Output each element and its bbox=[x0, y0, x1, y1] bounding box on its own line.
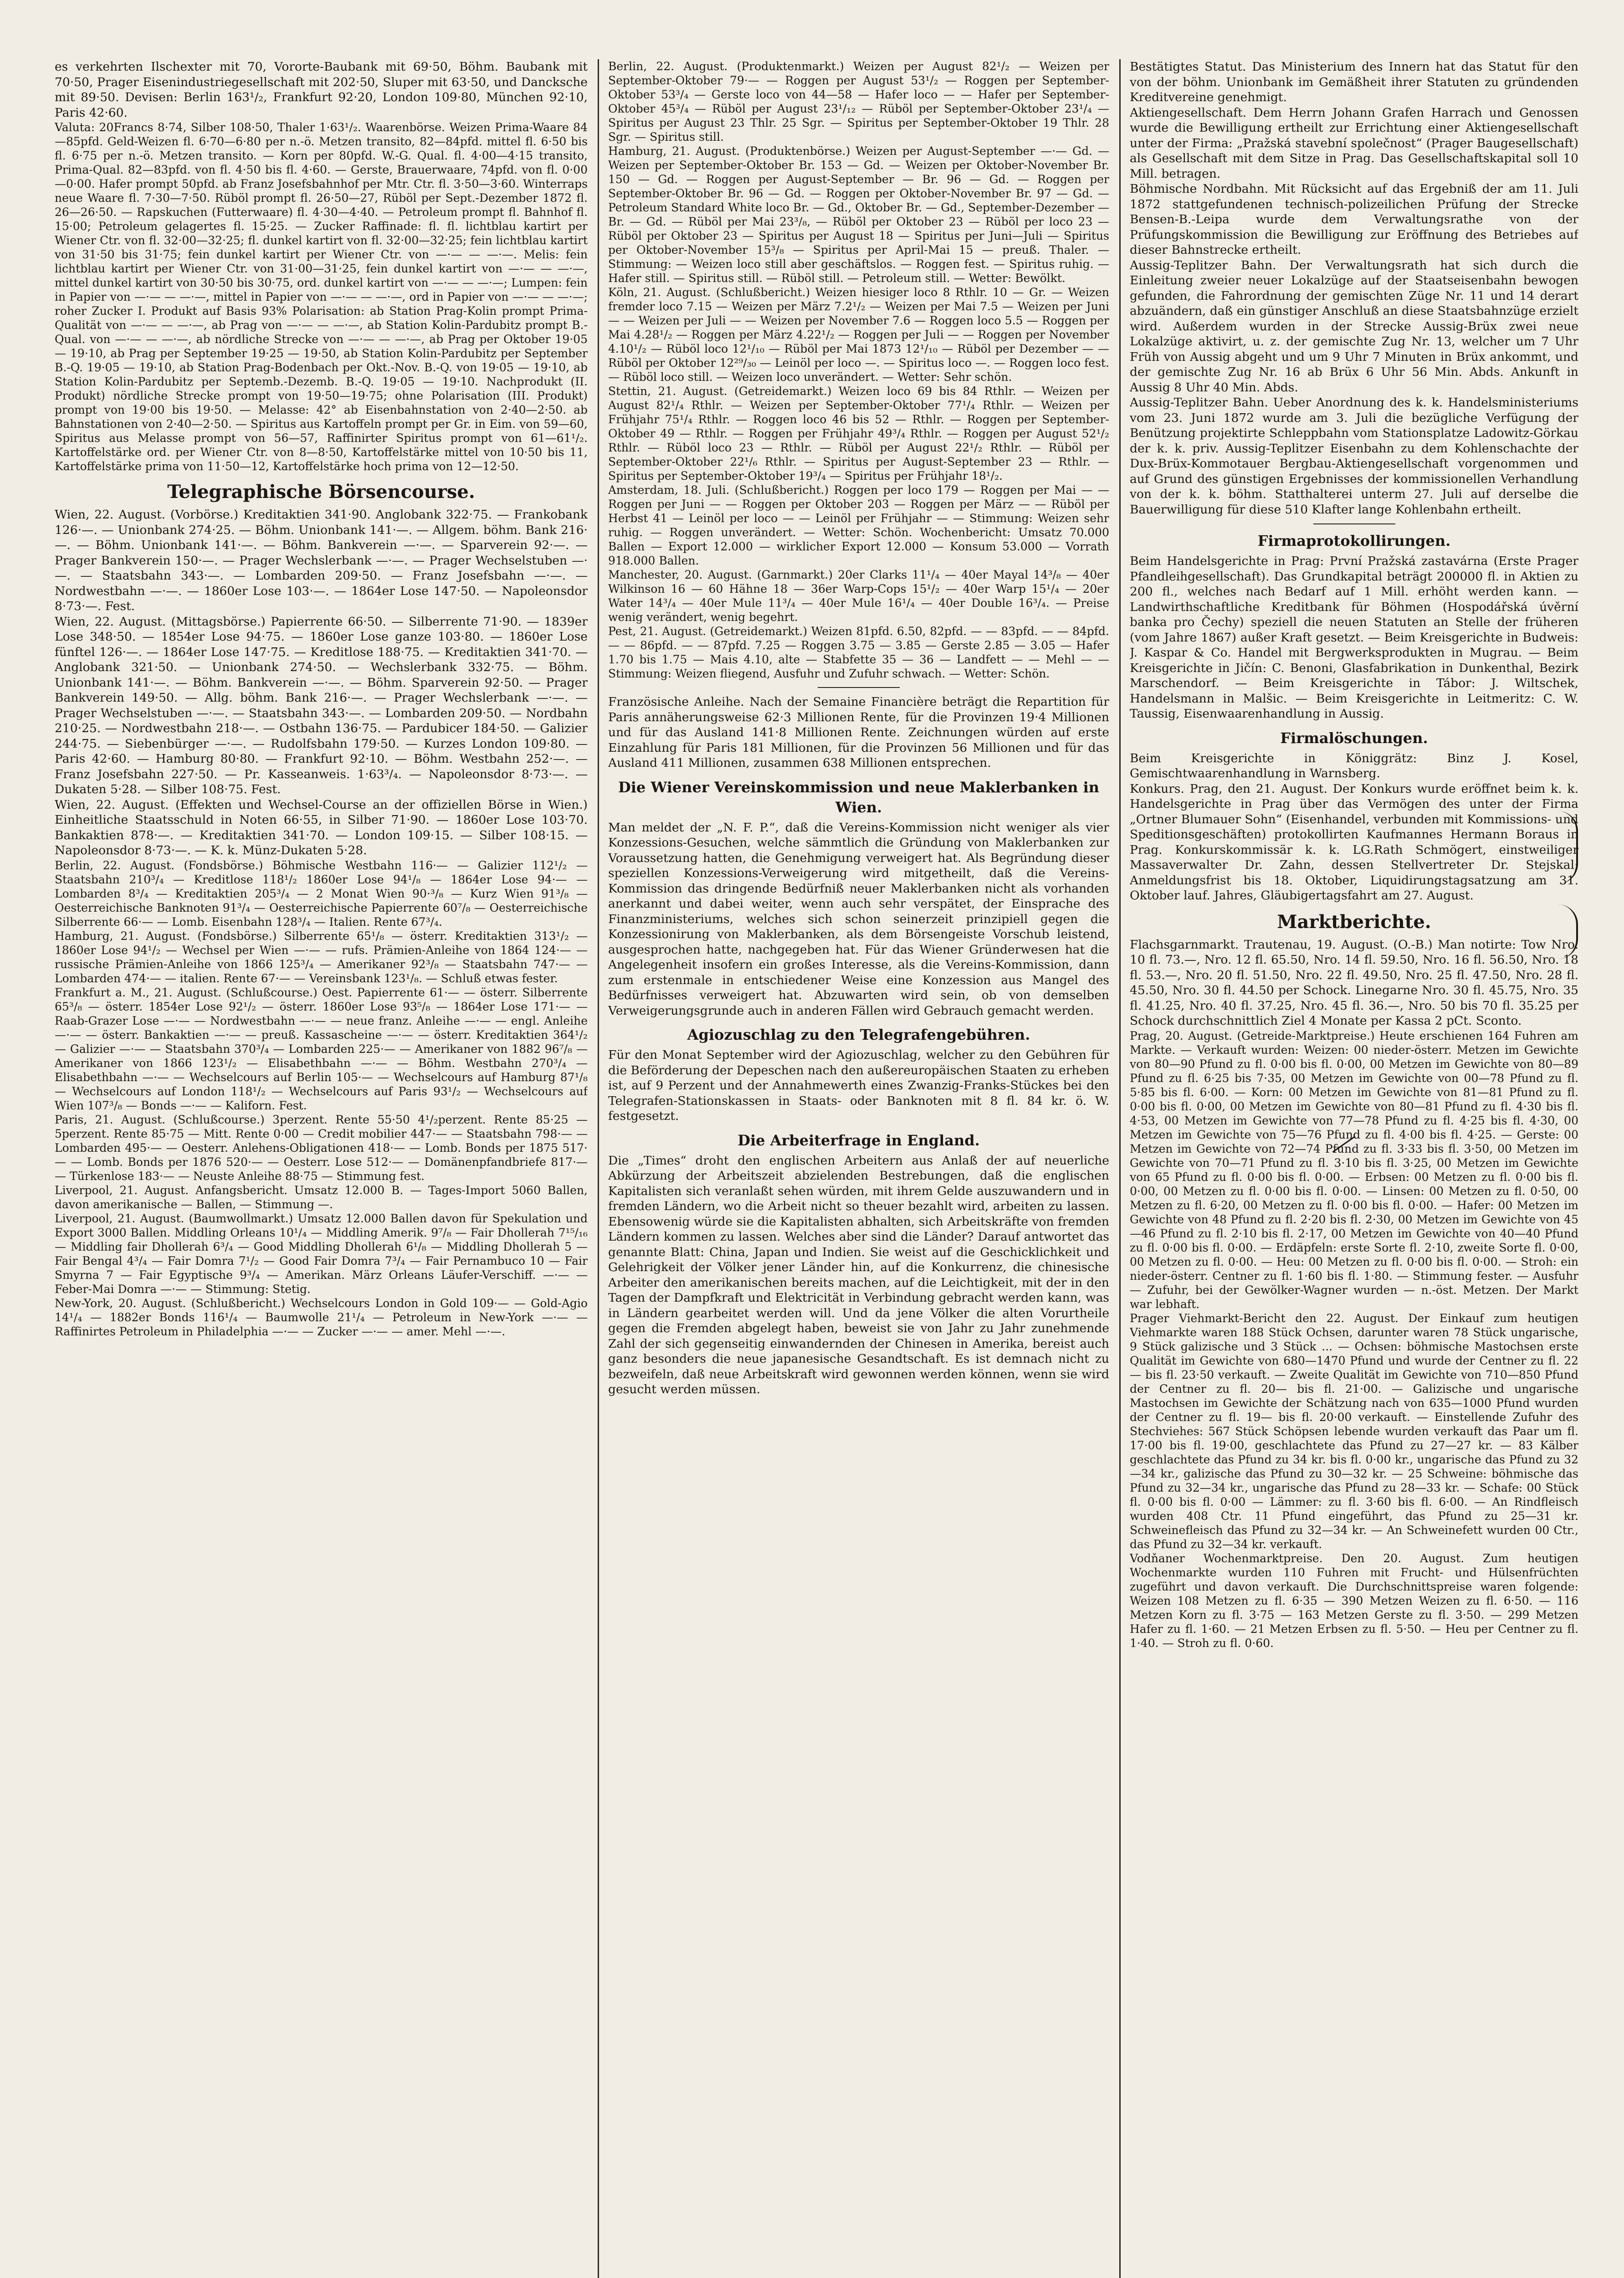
amsterdam-schlussbericht: Amsterdam, 18. Juli. (Schlußbericht.) Roggen per loco 179 — Roggen per Mai — — Roggen per Juni — — Roggen per Oktober 203 — Roggen per März — — Rüböl per Herbst 41 — Leinöl per loco — — Leinöl per Frühjahr — — Stimmung: Weizen sehr ruhig. — Roggen unverändert. — Wetter: Schön. Wochenbericht: Umsatz 70.000 Ballen — Export 12.000 — wirklicher Export 12.000 — Konsum 53.000 — Vorrath 918.000 Ballen. bbox=[608, 483, 1109, 567]
heading-vereinskommission: Die Wiener Vereinskommission und neue Maklerbanken in Wien. bbox=[618, 778, 1100, 816]
arbeiterfrage-text: Die „Times“ droht den englischen Arbeitern aus Anlaß der auf neuerliche Abkürzung der Arbeitszeit abzielenden Bestrebungen, daß die englischen Kapitalisten sich veranlaßt sehen würden, mit ihrem Gelde auszuwandern und in fremden Ländern, wo die Arbeit nicht so theuer bezahlt wird, arbeiten zu lassen. Ebensowenig würde sie die Kapitalisten abhalten, sich Arbeitskräfte von fremden Ländern kommen zu lassen. Welches aber sind die Länder? Darauf antwortet das genannte Blatt: China, Japan und Indien. Sie weist auf die Geschicklichkeit und Gelehrigkeit der Völker jener Länder hin, auf die Konkurrenz, die chinesische Arbeiter den amerikanischen bereits machen, auf die Leichtigkeit, mit der in den Tagen der Dampfkraft und Elektricität in Verbindung gebracht werden kann, was in Ländern gearbeitet werden will. Und da jene Völker die alten Vorurtheile gegen die Fremden abgelegt haben, beweist sie von Jahr zu Jahr zunehmende Zahl der sich gegenseitig einwandernden der Chinesen in Amerika, bereist auch ganz besonders die neue japanesische Gesandtschaft. Es ist demnach nicht zu bezweifeln, daß neue Arbeitskraft wird gewonnen werden können, wenn sie wird gesucht werden müssen. bbox=[608, 1153, 1109, 1396]
separator-rule bbox=[818, 687, 900, 688]
separator-rule bbox=[1313, 523, 1395, 524]
bestaetigtes-statut: Bestätigtes Statut. Das Ministerium des Innern hat das Statut für den von der böhm. Unionbank im Gemäßheit ihrer Statuten zu gründenden Kreditvereine genehmigt. bbox=[1130, 60, 1578, 104]
firmaprotokollirungen-text: Beim Handelsgerichte in Prag: První Pražská zastavárna (Erste Prager Pfandleihgesellschaft). Das Grundkapital beträgt 200000 fl. in Aktien zu 200 fl., welches nach Bedarf auf 1 Mill. erhöht werden kann. — Landwirthschaftliche Kreditbank für Böhmen (Hospodářská úvěrní banka pro Čechy) speziell die neuen Statuten an Stelle der früheren (vom Jahre 1867) außer Kraft gesetzt. — Beim Kreisgerichte in Budweis: J. Kaspar & Co. Handel mit Bergwerksprodukten in Mugrau. — Beim Kreisgerichte in Jičín: C. Benoni, Glasfabrikation in Dunkenthal, Bezirk Marschendorf. — Beim Kreisgerichte in Tábor: J. Wiltschek, Handelsmann in Malšic. — Beim Kreisgerichte in Leitmeritz: C. W. Taussig, Eisenwaarenhandlung in Aussig. bbox=[1130, 554, 1578, 721]
hamburg-fondsboerse: Hamburg, 21. August. (Fondsbörse.) Silberrente 65¹/₈ — österr. Kreditaktien 313¹/₂ — 1860er Lose 94¹/₂ — Wechsel per Wien —·— — rufs. Prämien-Anleihe von 1864 124·— — russische Prämien-Anleihe von 1866 125³/₄ — Amerikaner 92³/₈ — Staatsbahn 747·— — Lombarden 474·— — italien. Rente 67·— — Vereinsbank 123¹/₈. — Schluß etwas fester. bbox=[55, 929, 588, 985]
aussig-teplitzer-bahn-2: Aussig-Teplitzer Bahn. Ueber Anordnung des k. k. Handelsministeriums vom 23. Juni 1872 wurde am 3. Juli die bezügliche Verfügung der Benützung projektirte Schleppbahn vom Stationsplatze Ladowitz-Görkau der k. k. priv. Aussig-Teplitzer Eisenbahn zu dem Kohlenschachte der Dux-Brüx-Kommotauer Bergbau-Aktiengesellschaft vorgenommen und auf Grund des günstigen Ergebnisses der kommissionellen Verhandlung von der k. k. böhm. Statthalterei unterm 27. Juli auf derselbe die Bauerwilligung für diese 510 Klafter lange Kohlenbahn ertheilt. bbox=[1130, 395, 1578, 517]
heading-firmaprotokollirungen: Firmaprotokollirungen. bbox=[1257, 532, 1451, 549]
aktiengesellschaft: Aktiengesellschaft. Dem Herrn Johann Grafen Harrach und Genossen wurde die Bewilligung ertheilt zur Errichtung einer Aktiengesellschaft unter der Firma: „Pražská stavební společnost“ (Prager Baugesellschaft) als Gesellschaft mit dem Sitze in Prag. Das Gesellschaftskapital soll 10 Mill. betragen. bbox=[1130, 105, 1578, 181]
firmaloeschungen-text: Beim Kreisgerichte in Königgrätz: Binz J. Kosel, Gemischtwaarenhandlung in Warnsberg. bbox=[1130, 751, 1578, 780]
heading-agiozuschlag: Agiozuschlag zu den Telegrafengebühren. bbox=[687, 1026, 1030, 1043]
paris-schlusscourse: Paris, 21. August. (Schlußcourse.) 3perzent. Rente 55·50 4¹/₂perzent. Rente 85·25 — 5perzent. Rente 85·75 — Mitt. Rente 0·00 — Credit mobilier 447·— — Staatsbahn 798·— — Lombarden 495·— — Oesterr. Anlehens-Obligationen 418·— — Lomb. Bonds per 1875 517·— — Lomb. Bonds per 1876 520·— — Oesterr. Lose 512·— — Domänenpfandbriefe 817·— — Türkenlose 183·— — Neuste Anleihe 88·75 — Stimmung fest. bbox=[55, 1113, 588, 1183]
wien-mittagsboerse: Wien, 22. August. (Mittagsbörse.) Papierrente 66·50. — Silberrente 71·90. — 1839er Lose 348·50. — 1854er Lose 94·75. — 1860er Lose ganze 103·80. — 1860er Lose fünftel 126·—. — 1864er Lose 147·75. — Kreditlose 188·75. — Kreditaktien 341·70. — Anglobank 321·50. — Unionbank 274·50. — Wechslerbank 332·75. — Böhm. Unionbank 141·—. — Böhm. Bankverein —·—. — Böhm. Sparverein 92·50. — Prager Bankverein 149·50. — Allg. böhm. Bank 216·—. — Prager Wechslerbank —·—. — Prager Wechselstuben —·—. — Staatsbahn 343·—. — Lombarden 209·50. — Nordbahn 210·25. — Nordwestbahn 218·—. — Ostbahn 136·75. — Pardubicer 184·50. — Galizier 244·75. — Siebenbürger —·—. — Rudolfsbahn 179·50. — Kurzes London 109·80. — Paris 42·60. — Hamburg 80·80. — Frankfurt 92·10. — Böhm. Westbahn 252·—. — Franz Josefsbahn 227·50. — Pr. Kasseanweis. 1·63³/₄. — Napoleonsdor 8·73·—. — Dukaten 5·28. — Silber 108·75. Fest. bbox=[55, 614, 588, 796]
column-middle bbox=[608, 59, 1109, 2278]
heading-marktberichte: Marktberichte. bbox=[1277, 911, 1431, 933]
stettin-getreidemarkt: Stettin, 21. August. (Getreidemarkt.) Weizen loco 69 bis 84 Rthlr. — Weizen per August 82¹/₄ Rthlr. — Weizen per September-Oktober 77¹/₄ Rthlr. — Weizen per Frühjahr 75¹/₄ Rthlr. — Roggen loco 46 bis 52 — Rthlr. — Roggen per September-Oktober 49 — Rthlr. — Roggen per Frühjahr 49³/₄ Rthlr. — Roggen per August 52¹/₂ Rthlr. — Rüböl loco 23 — Rthlr. — Rüböl per August 22¹/₂ Rthlr. — Rüböl per September-Oktober 22¹/₆ Rthlr. — Spiritus per August-September 23 — Rthlr. — Spiritus per September-Oktober 19³/₄ — Spiritus per Frühjahr 18¹/₂. bbox=[608, 385, 1109, 482]
frankfurt-schlusscourse: Frankfurt a. M., 21. August. (Schlußcourse.) Oest. Papierrente 61·— — österr. Silberrente 65³/₈ — österr. 1854er Lose 92¹/₂ — österr. 1860er Lose 93⁵/₈ — 1864er Lose 171·— — Raab-Grazer Lose —·— — Nordwestbahn —·— — neue franz. Anleihe —·— — engl. Anleihe —·— — österr. Bankaktien —·— — preuß. Kassascheine —·— — österr. Kreditaktien 364¹/₂ — Galizier —·— — Staatsbahn 370³/₄ — Lombarden 225·— — Amerikaner von 1882 96⁷/₈ — Amerikaner von 1866 123¹/₂ — Elisabethbahn —·— — Böhm. Westbahn 270³/₄ — Elisabethbahn —·— — Wechselcours auf Berlin 105·— — Wechselcours auf Hamburg 87¹/₈ — Wechselcours auf London 118¹/₂ — Wechselcours auf Paris 93¹/₂ — Wechselcours auf Wien 107³/₈ — Bonds —·— — Kaliforn. Fest. bbox=[55, 985, 588, 1112]
hamburg-produktenboerse: Hamburg, 21. August. (Produktenbörse.) Weizen per August-September —·— Gd. — Weizen per September-Oktober Br. 153 — Gd. — Weizen per Oktober-November Br. 150 — Gd. — Roggen per August-September — Br. 96 — Gd. — Roggen per September-Oktober Br. 96 — Gd. — Roggen per Oktober-November Br. 97 — Gd. — Petroleum Standard White loco Br. — Gd., Oktober Br. — Gd., September-Dezember — Br. — Gd. — Rüböl per Mai 23³/₈, — Rüböl per Oktober 23 — Rüböl per loco 23 — Rüböl per Oktober 23 — Spiritus per August 18 — Spiritus per Juni—Juli — Spiritus per Oktober-November 15³/₈ — Spiritus per April-Mai 15 — preuß. Thaler. — Stimmung: — Weizen loco still aber geschäftslos. — Roggen fest. — Spiritus ruhig. — Hafer still. — Spiritus still. — Rüböl still. — Petroleum still. — Wetter: Bewölkt. bbox=[608, 144, 1109, 285]
berlin-fondsboerse: Berlin, 22. August. (Fondsbörse.) Böhmische Westbahn 116·— — Galizier 112¹/₂ — Staatsbahn 210³/₄ — Kreditlose 118¹/₂ 1860er Lose 94¹/₈ — 1864er Lose 94·— — Lombarden 8³/₄ — Kreditaktien 205³/₄ — 2 Monat Wien 90·³/₈ — Kurz Wien 91³/₈ — Oesterreichische Banknoten 91³/₄ — Oesterreichische Papierrente 60⁷/₈ — Oesterreichische Silberrente 66·— — Lomb. Eisenbahn 128³/₄ — Italien. Rente 67³/₄. bbox=[55, 858, 588, 929]
wien-effekten: Wien, 22. August. (Effekten und Wechsel-Course an der offiziellen Börse in Wien.) Einheitliche Staatsschuld in Noten 66·55, in Silber 71·90. — 1860er Lose 103·70. Bankaktien 878·—. — Kreditaktien 341·70. — London 109·15. — Silber 108·15. — Napoleonsdor 8·73·—. — K. k. Münz-Dukaten 5·28. bbox=[55, 797, 588, 857]
section-heading-telegraphic: Telegraphische Börsencourse. bbox=[167, 481, 475, 503]
aussig-teplitzer-bahn: Aussig-Teplitzer Bahn. Der Verwaltungsrath hat sich durch die Einleitung zweier neuer Lokalzüge auf der Staatseisenbahn bewogen gefunden, die Fahrordnung der gemischten Züge Nr. 11 und 14 derart abzuändern, daß ein günstiger Anschluß an diese Staatsbahnzüge erzielt wird. Außerdem wurden in der Strecke Aussig-Brüx zwei neue Lokalzüge aktivirt, u. z. der gemischte Zug Nr. 13, welcher um 7 Uhr Früh von Aussig abgeht und um 9 Uhr 7 Minuten in Brüx ankommt, und der gemischte Zug Nr. 16 ab Brüx 6 Uhr 56 Min. Abds. Ankunft in Aussig 8 Uhr 40 Min. Abds. bbox=[1130, 258, 1578, 395]
liverpool-baumwolle: Liverpool, 21. August. (Baumwollmarkt.) Umsatz 12.000 Ballen davon für Spekulation und Export 3000 Ballen. Middling Orleans 10¹/₄ — Middling Amerik. 9⁷/₈ — Fair Dhollerah 7¹⁵/₁₆ — Middling fair Dhollerah 6³/₄ — Good Middling Dhollerah 6¹/₈ — Middling Dhollerah 5 — Fair Bengal 4³/₄ — Fair Domra 7¹/₂ — Good Fair Domra 7³/₄ — Fair Pernambuco 10 — Fair Smyrna 7 — Fair Egyptische 9³/₄ — Amerikan. März Orleans Läufer-Verschiff. —·— — Feber-Mai Domra —·— — Stimmung: Stetig. bbox=[55, 1211, 588, 1296]
vodnaner-wochenmarkt: Vodňaner Wochenmarktpreise. Den 20. August. Zum heutigen Wochenmarkte wurden 110 Fuhren mit Frucht- und Hülsenfrüchten zugeführt und davon verkauft. Die Durchschnittspreise waren folgende: Weizen 108 Metzen zu fl. 6·35 — 390 Metzen Weizen zu fl. 6·50. — 116 Metzen Korn zu fl. 3·75 — 163 Metzen Gerste zu fl. 3·50. — 299 Metzen Hafer zu fl. 1·60. — 21 Metzen Erbsen zu fl. 5·50. — Heu per Centner zu fl. 1·40. — Stroh zu fl. 0·60. bbox=[1130, 1551, 1578, 1650]
pest-getreidemarkt: Pest, 21. August. (Getreidemarkt.) Weizen 81pfd. 6.50, 82pfd. — — 83pfd. — — 84pfd. — — 86pfd. — — 87pfd. 7.25 — Roggen 3.75 — 3.85 — Gerste 2.85 — 3.05 — Hafer 1.70 bis 1.75 — Mais 4.10, alte — Stabfette 35 — 36 — Landfett — — Mehl — — Stimmung: Weizen fliegend, Ausfuhr und Zufuhr schwach. — Wetter: Schön. bbox=[608, 625, 1109, 680]
agiozuschlag-text: Für den Monat September wird der Agiozuschlag, welcher zu den Gebühren für die Beförderung der Depeschen nach den außereuropäischen Staaten zu erheben ist, auf 9 Perzent und der Annahmewerth eines Zwanzig-Franks-Stückes bei den Telegrafen-Stationskassen in Staats- oder Banknoten mit 8 fl. 84 kr. ö. W. festgesetzt. bbox=[608, 1048, 1109, 1123]
prag-getreidemarkt: Prag, 20. August. (Getreide-Marktpreise.) Heute erschienen 164 Fuhren am Markte. — Verkauft wurden: Weizen: 00 nieder-österr. Metzen im Gewichte von 80—90 Pfund zu fl. 0·00 bis fl. 0·00, 00 Metzen im Gewichte von 80—89 Pfund zu fl. 6·25 bis 7·35, 00 Metzen im Gewichte von 00—78 Pfund zu fl. 5·85 bis fl. 6·00. — Korn: 00 Metzen im Gewichte von 81—81 Pfund zu fl. 0·00 bis fl. 0·00, 00 Metzen im Gewichte von 80—81 Pfund zu fl. 4·30 bis fl. 4·53, 00 Metzen im Gewichte von 77—78 Pfund zu fl. 4·25 bis fl. 4·30, 00 Metzen im Gewichte von 75—76 Pfund zu fl. 4·00 bis fl. 4·25. — Gerste: 00 Metzen im Gewichte von 72—74 Pfund zu fl. 3·33 bis fl. 3·50, 00 Metzen im Gewichte von 70—71 Pfund zu fl. 3·10 bis fl. 3·25, 00 Metzen im Gewichte von 65 Pfund zu fl. 0·00 bis fl. 0·00. — Erbsen: 00 Metzen zu fl. 0·00 bis fl. 0·00, 00 Metzen zu fl. 0·00 bis fl. 0·00. — Linsen: 00 Metzen zu fl. 0·50, 00 Metzen zu fl. 6·20, 00 Metzen zu fl. 0·00 bis fl. 0·00. — Hafer: 00 Metzen im Gewichte von 48 Pfund zu fl. 2·20 bis fl. 2·30, 00 Metzen im Gewichte von 45—46 Pfund zu fl. 2·10 bis fl. 2·17, 00 Metzen im Gewichte von 40—40 Pfund zu fl. 0·00 bis fl. 0·00. — Erdäpfeln: erste Sorte fl. 2·10, zweite Sorte fl. 0·00, 00 Metzen zu fl. 0·00. — Heu: 00 Metzen zu fl. 0·00 bis fl. 0·00. — Stroh: ein nieder-österr. Centner zu fl. 1·60 bis fl. 1·80. — Stimmung fester. — Ausfuhr — Zufuhr, bei der Gewölker-Wagner wurden — n.-öst. Metzen. Der Markt war lebhaft. bbox=[1130, 1029, 1578, 1311]
franzoesische-anleihe: Französische Anleihe. Nach der Semaine Financière beträgt die Repartition für Paris annäherungsweise 62·3 Millionen Rente, für die Provinzen 19·4 Millionen und für das Ausland 141·8 Millionen Rente. Zeichnungen würden auf erste Einzahlung für Paris 181 Millionen, für die Provinzen 56 Millionen und für das Ausland 411 Millionen, zusammen 638 Millionen entsprechen. bbox=[608, 695, 1109, 770]
newspaper-page bbox=[55, 59, 1578, 2278]
liverpool-anfang: Liverpool, 21. August. Anfangsbericht. Umsatz 12.000 B. — Tages-Import 5060 Ballen, davon amerikanische — Ballen, — Stimmung —. bbox=[55, 1183, 588, 1211]
intro-paragraph: es verkehrten Ilschexter mit 70, Vororte-Baubank mit 69·50, Böhm. Baubank mit 70·50, Prager Eisenindustriegesellschaft mit 202·50, Sluper mit 63·50, und Dancksche mit 89·50. Devisen: Berlin 163¹/₂, Frankfurt 92·20, London 109·80, München 92·10, Paris 42·60. bbox=[55, 60, 588, 120]
koeln-schlussbericht: Köln, 21. August. (Schlußbericht.) Weizen hiesiger loco 8 Rthlr. 10 — Gr. — Weizen fremder loco 7.15 — Weizen per März 7.2¹/₂ — Weizen per Mai 7.5 — Weizen per Juni — — Weizen per Juli — — Weizen per November 7.6 — Roggen loco 5.5 — Roggen per Mai 4.28¹/₂ — Roggen per März 4.22¹/₂ — Roggen per Juli — — Roggen per November 4.10¹/₂ — Rüböl loco 12¹/₁₀ — Rüböl per Mai 1873 12¹/₁₀ — Rüböl per Dezember — — Rüböl per Oktober 12²⁹/₃₀ — Leinöl per loco —. — Spiritus loco —. — Roggen loco fest. — Rüböl loco still. — Weizen loco unverändert. — Wetter: Sehr schön. bbox=[608, 286, 1109, 384]
prager-viehmarkt: Prager Viehmarkt-Bericht den 22. August. Der Einkauf zum heutigen Viehmarkte waren 188 Stück Ochsen, darunter waren 78 Stück ungarische, 9 Stück galizische und 3 Stück ... — Ochsen: böhmische Mastochsen erste Qualität im Gewichte von 680—1470 Pfund und wurde der Centner zu fl. 22— bis fl. 23·50 verkauft. — Zweite Qualität im Gewichte von 710—850 Pfund der Centner zu fl. 20— bis fl. 21·00. — Galizische und ungarische Mastochsen im Gewichte der Schätzung nach von 635—1000 Pfund wurden der Centner zu fl. 19— bis fl. 20·00 verkauft. — Einstellende Zufuhr des Stechviehes: 567 Stück Schöpsen lebende wurden verkauft das Paar um fl. 17·00 bis fl. 19·00, geschlachtete das Pfund zu 27—27 kr. — 83 Kälber geschlachtete das Pfund zu 34 kr. bis fl. 0·00 kr., ungarische das Pfund zu 32—34 kr., galizische das Pfund zu 30—32 kr. — 25 Schweine: böhmische das Pfund zu 32—34 kr., ungarische das Pfund zu 28—33 kr. — Schafe: 00 Stück fl. 0·00 bis fl. 0·00 — Lämmer: zu fl. 3·60 bis fl. 6·00. — An Rindfleisch wurden 408 Ctr. 11 Pfund eingeführt, das Pfund zu 25—31 kr. Schweinefleisch das Pfund zu 32—34 kr. — An Schweinefett wurden 00 Ctr., das Pfund zu 32—34 kr. verkauft. bbox=[1130, 1311, 1578, 1551]
column-rule bbox=[1119, 59, 1121, 2278]
column-left bbox=[55, 59, 588, 2278]
vereinskommission-text: Man meldet der „N. F. P.“, daß die Vereins-Kommission nicht weniger als vier Konzessions-Gesuchen, welche sämmtlich die Gründung von Maklerbanken zur Voraussetzung hatten, die Genehmigung verweigert hat. Als Begründung dieser speziellen Konzessions-Verweigerung wird mitgetheilt, daß die Vereins-Kommission das dringende Bedürfniß neuer Maklerbanken nicht als vorhanden anerkannt und dabei weiter, wenn auch sehr verspätet, der Einsprache des Finanzministeriums, welches sich schon seinerzeit prinzipiell gegen die Konzessionirung von Maklerbanken, als dem Börsengeiste Vorschub leistend, ausgesprochen hatte, nachgegeben hat. Für das Wiener Gründerwesen hat die Angelegenheit insofern ein großes Interesse, als die Vereins-Kommission, dann zum erstenmale in entschiedener Weise eine Konzession aus Mangel des Bedürfnisses verweigert hat. Abzuwarten wird sein, ob von demselben Verweigerungsgrunde auch in anderen Fällen wird Gebrauch gemacht werden. bbox=[608, 820, 1109, 1018]
handwritten-bracket-mark bbox=[1558, 811, 1578, 884]
column-right bbox=[1130, 59, 1578, 2278]
column-rule bbox=[598, 59, 599, 2278]
heading-arbeiterfrage: Die Arbeiterfrage in England. bbox=[738, 1131, 980, 1149]
heading-firmaloeschungen: Firmalöschungen. bbox=[1280, 729, 1428, 747]
newyork-schlussbericht: New-York, 20. August. (Schlußbericht.) Wechselcours London in Gold 109·— — Gold-Agio 14¹/₄ — 1882er Bonds 116¹/₄ — Baumwolle 21¹/₄ — Petroleum in New-York —·— — Raffinirtes Petroleum in Philadelphia —·— — Zucker —·— — amer. Mehl —·—. bbox=[55, 1296, 588, 1338]
wien-vorboerse: Wien, 22. August. (Vorbörse.) Kreditaktien 341·90. Anglobank 322·75. — Frankobank 126·—. — Unionbank 274·25. — Böhm. Unionbank 141·—. — Allgem. böhm. Bank 216·—. — Böhm. Unionbank 141·—. — Böhm. Bankverein —·—. — Sparverein 92·—. — Prager Bankverein 150·—. — Prager Wechslerbank —·—. — Prager Wechselstuben —·—. — Staatsbahn 343·—. — Lombarden 209·50. — Franz Josefsbahn —·—. — Nordwestbahn —·—. — 1860er Lose 103·—. — 1864er Lose 147·50. — Napoleonsdor 8·73·—. Fest. bbox=[55, 508, 588, 613]
berlin-produktenmarkt: Berlin, 22. August. (Produktenmarkt.) Weizen per August 82¹/₂ — Weizen per September-Oktober 79·— — Roggen per August 53¹/₂ — Roggen per September-Oktober 53³/₄ — Gerste loco von 44—58 — Hafer loco — — Hafer per September-Oktober 45³/₄ — Rüböl per August 23¹/₁₂ — Rüböl per September-Oktober 23¹/₄ — Spiritus per August 23 Thlr. 25 Sgr. — Spiritus per September-Oktober 19 Thlr. 28 Sgr. — Spiritus still. bbox=[608, 60, 1109, 144]
flachsgarnmarkt: Flachsgarnmarkt. Trautenau, 19. August. (O.-B.) Man notirte: Tow Nro. 10 fl. 73.—, Nro. 12 fl. 65.50, Nro. 14 fl. 59.50, Nro. 16 fl. 56.50, Nro. 18 fl. 53.—, Nro. 20 fl. 51.50, Nro. 22 fl. 49.50, Nro. 25 fl. 47.50, Nro. 28 fl. 45.50, Nro. 30 fl. 44.50 per Schock. Linegarne Nro. 30 fl. 45.75, Nro. 35 fl. 41.25, Nro. 40 fl. 37.25, Nro. 45 fl. 36.—, Nro. 50 bis 70 fl. 35.25 per Schock durchschnittlich Ziel 4 Monate per Kassa 2 pCt. Sconto. bbox=[1130, 937, 1578, 1028]
manchester-garnmarkt: Manchester, 20. August. (Garnmarkt.) 20er Clarks 11¹/₄ — 40er Mayal 14³/₈ — 40er Wilkinson 16 — 60 Hähne 18 — 36er Warp-Cops 15¹/₂ — 40er Warp 15¹/₄ — 20er Water 14³/₄ — 40er Mule 11³/₄ — 40er Mule 16¹/₄ — 40er Double 16³/₄. — Preise wenig verändert, wenig begehrt. bbox=[608, 568, 1109, 624]
boehmische-nordbahn: Böhmische Nordbahn. Mit Rücksicht auf das Ergebniß der am 11. Juli 1872 stattgefundenen technisch-polizeilichen Prüfung der Strecke Bensen-B.-Leipa wurde dem Verwaltungsrathe von der Prüfungskommission die Bewilligung zur Eröffnung des Betriebes auf dieser Bahnstrecke ertheilt. bbox=[1130, 182, 1578, 257]
konkurs-text: Konkurs. Prag, den 21. August. Der Konkurs wurde eröffnet beim k. k. Handelsgerichte in Prag über das Vermögen des unter der Firma „Ortner Blumauer Sohn“ (Eisenhandel, verbunden mit Kommissions- und Speditionsgeschäften) protokollirten Kaufmannes Hermann Boraus in Prag. Konkurskommissär k. k. LG.Rath Schmögert, einstweiliger Massaverwalter Dr. Zahn, dessen Stellvertreter Dr. Stejskal; Anmeldungsfrist bis 18. Oktober, Liquidirungstagsatzung am 31. Oktober lauf. Jahres, Gläubigertagsfahrt am 27. August. bbox=[1130, 781, 1578, 903]
valuta-paragraph: Valuta: 20Francs 8·74, Silber 108·50, Thaler 1·63¹/₂. Waarenbörse. Weizen Prima-Waare 84—85pfd. Geld-Weizen fl. 6·70—6·80 per n.-ö. Metzen transito, 82—84pfd. mittel fl. 6·50 bis fl. 6·75 per n.-ö. Metzen transito. — Korn per 80pfd. W.-G. Qual. fl. 4·00—4·15 transito, Prima-Qual. 82—83pfd. von fl. 4·50 bis fl. 4·60. — Gerste, Brauerwaare, 74pfd. von fl. 0·00—0·00. Hafer prompt 50pfd. ab Franz Josefsbahnhof per Mtr. Ctr. fl. 3·50—3·60. Winterraps neue Waare fl. 7·30—7·50. Rüböl prompt fl. 26·50—27, Rüböl per Sept.-Dezember 1872 fl. 26—26·50. — Rapskuchen (Futterwaare) fl. 4·30—4·40. — Petroleum prompt fl. Bahnhof fl. 15·00; Petroleum gelagertes fl. 15·25. — Zucker Raffinade: fl. fl. lichtblau kartirt per Wiener Ctr. von fl. 32·00—32·25; fl. dunkel kartirt von fl. 32·00—32·25; fein lichtblau kartirt von 31·50 bis 31·75; fein dunkel kartirt per Wiener Ctr. von —·— — —·—. Melis: fein lichtblau kartirt per Wiener Ctr. von 31·00—31·25, fein dunkel kartirt von —·— — —·—, mittel dunkel kartirt von 30·50 bis 30·75, ord. dunkel kartirt von —·— — —·—; Lumpen: fein in Papier von —·— — —·—, mittel in Papier von —·— — —·—, ord in Papier von —·— — —·—; roher Zucker I. Produkt auf Basis 93% Polarisation: ab Station Prag-Kolin prompt Prima-Qualität von —·— — —·—, ab Prag von —·— — —·—, ab Station Kolin-Pardubitz prompt B.-Qual. von —·— — —·—, ab nördliche Strecke von —·— — —·—, ab Prag per Oktober 19·05 — 19·10, ab Prag per September 19·25 — 19·50, ab Station Kolin-Pardubitz per September B.-Q. 19·05 — 19·10, ab Station Prag-Bodenbach per Okt.-Nov. B.-Q. von 19·05 — 19·10, ab Station Kolin-Pardubitz per Septemb.-Dezemb. B.-Q. 19·05 — 19·10. Nachprodukt (II. Produkt) nördliche Strecke prompt von 19·50—19·75; ohne Polarisation (III. Produkt) prompt von 19·00 bis 19·50. — Melasse: 42° ab Eisenbahnstation von 2·40—2·50. ab Bahnstationen von 2·40—2·50. — Spiritus aus Kartoffeln prompt per Gr. in Eim. von 59—60, Spiritus aus Melasse prompt von 56—57, Raffinirter Spiritus prompt von 61—61¹/₂. Kartoffelstärke ord. per Wiener Ctr. von 8—8·50, Kartoffelstärke mittel von 10·50 bis 11, Kartoffelstärke prima von 11·50—12, Kartoffelstärke hoch prima von 12—12·50. bbox=[55, 121, 588, 473]
